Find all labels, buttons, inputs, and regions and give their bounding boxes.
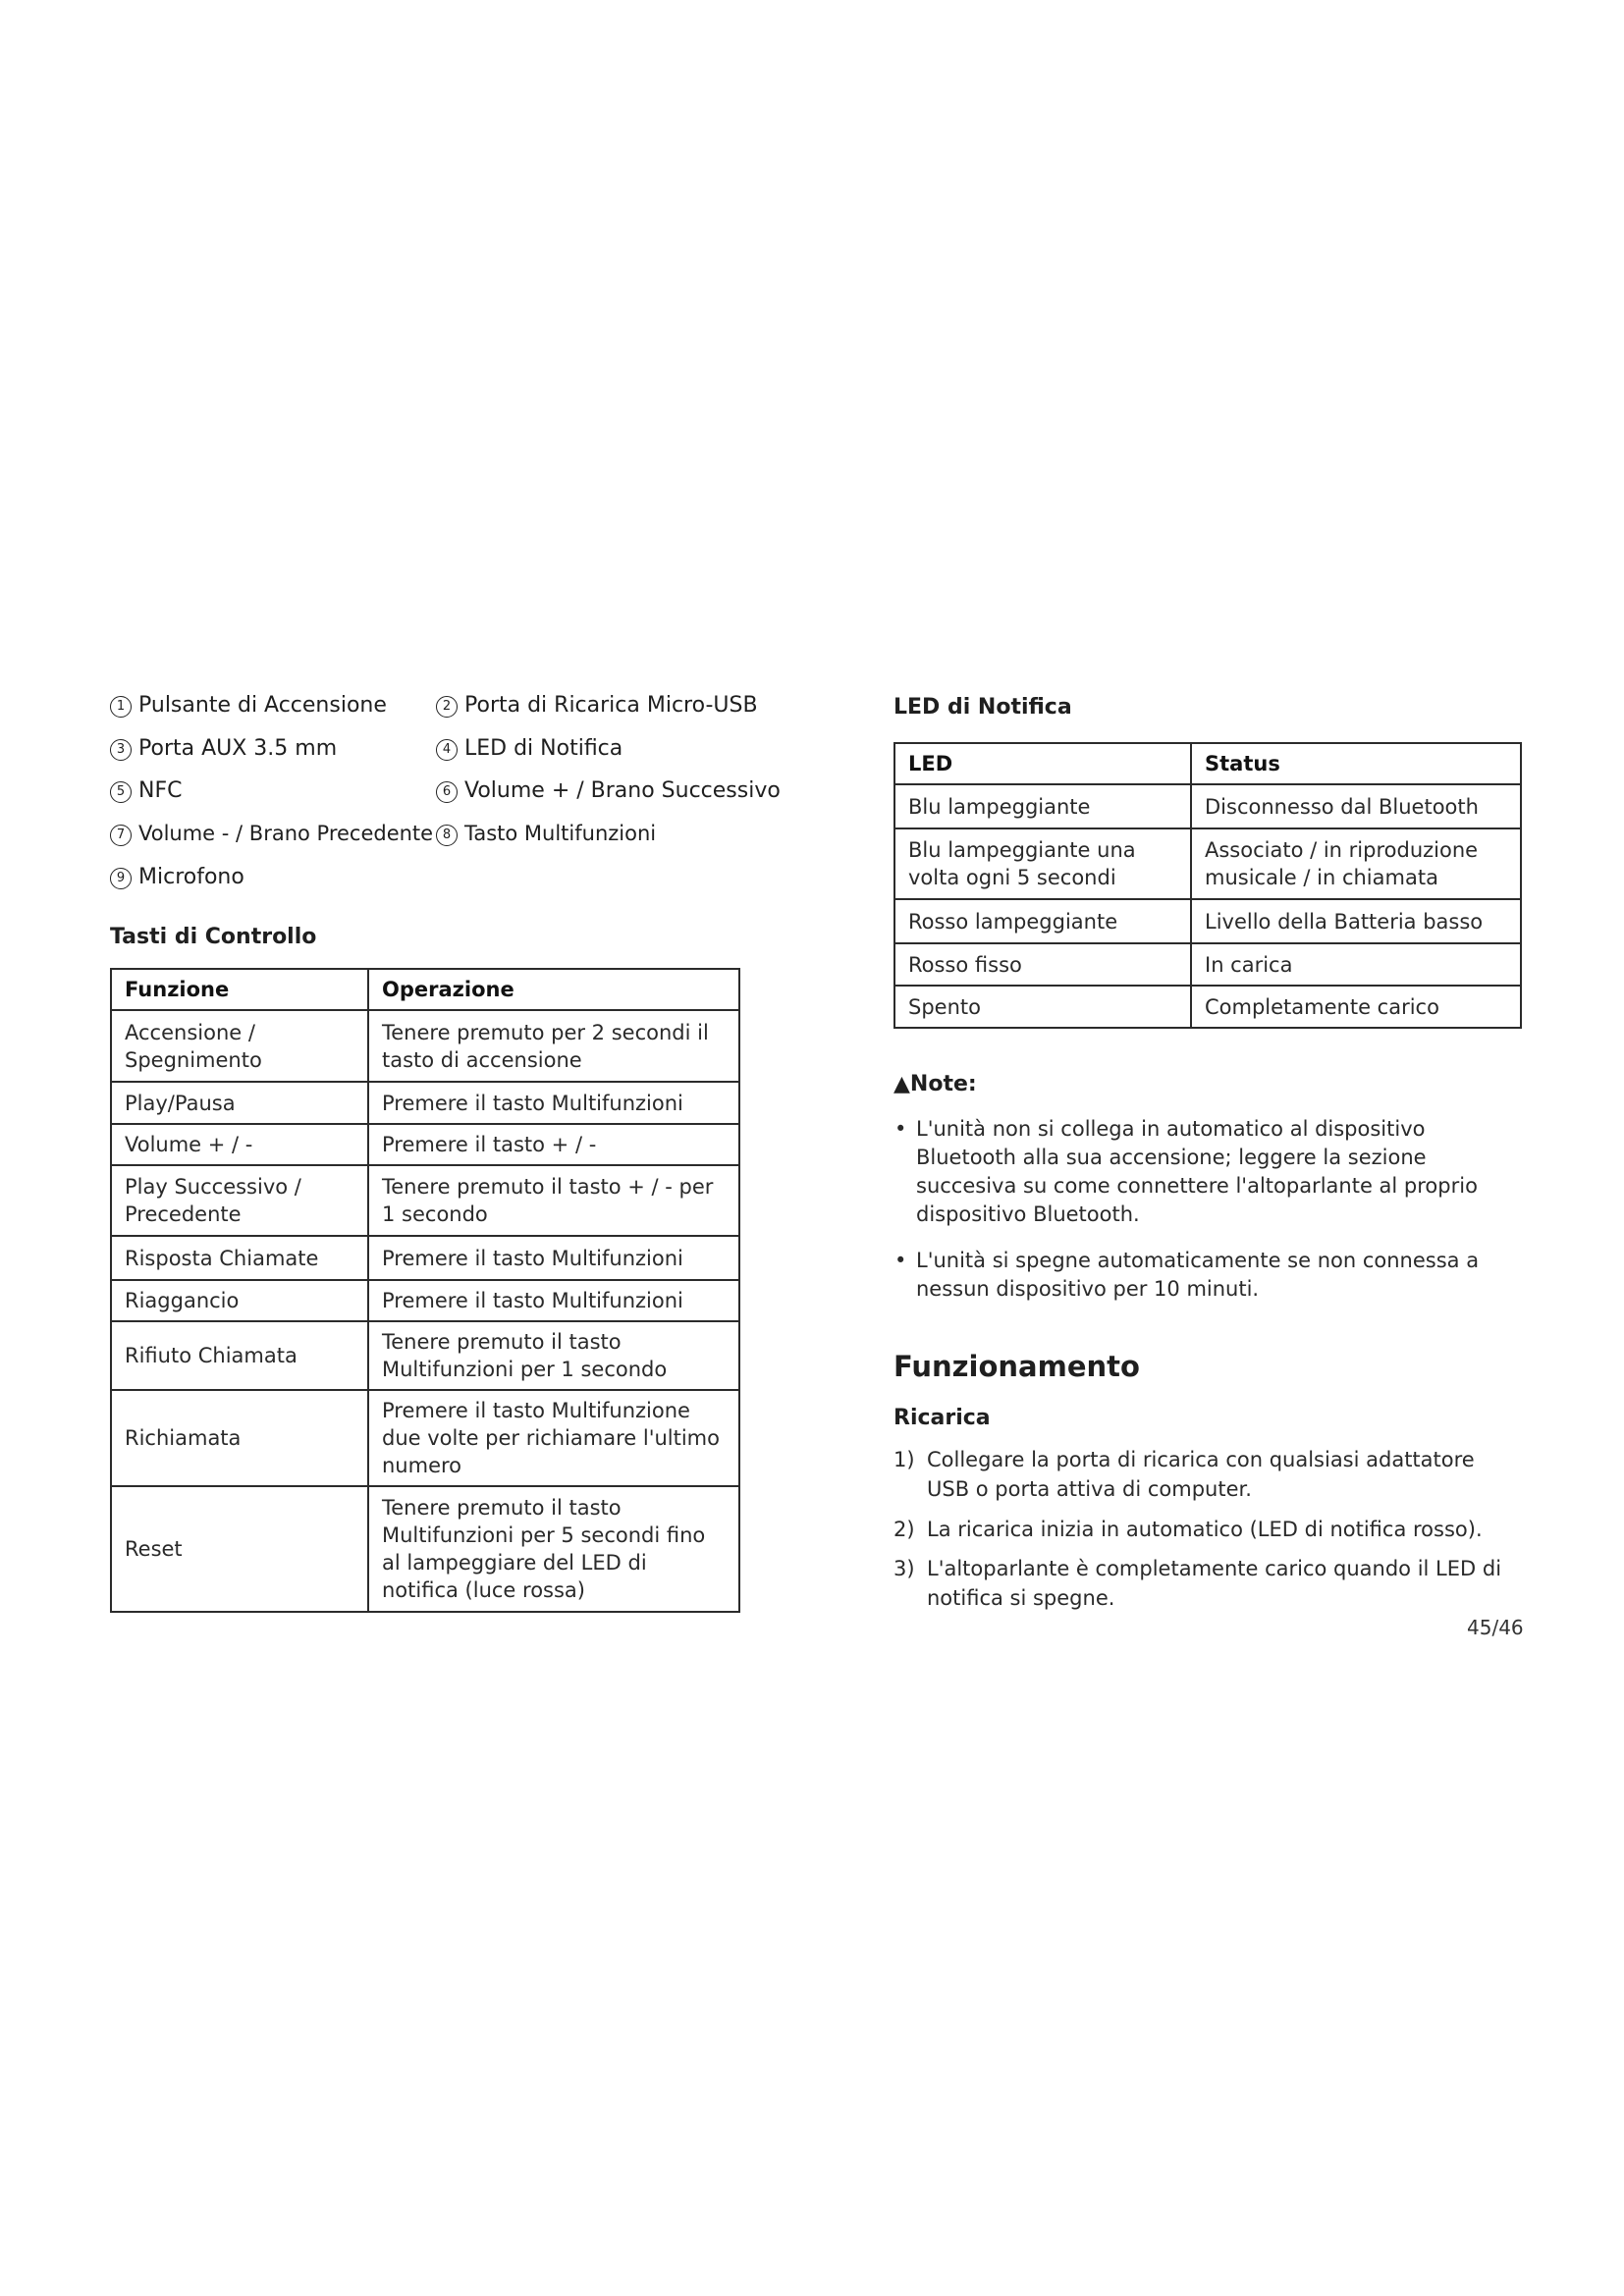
part-item — [110, 736, 337, 761]
table-cell: Completamente carico — [1191, 986, 1521, 1028]
table-cell: Play/Pausa — [111, 1082, 368, 1124]
header-cell-status: Status — [1191, 743, 1521, 784]
table-cell: In carica — [1191, 943, 1521, 986]
circled-number: 6 — [436, 781, 458, 803]
table-cell: Riaggancio — [111, 1280, 368, 1321]
table-cell: Premere il tasto Multifunzioni — [368, 1236, 739, 1280]
part-item — [436, 822, 656, 846]
table-cell: Tenere premuto il tasto Multifunzioni per 1 secondo — [368, 1321, 739, 1390]
table-row — [111, 1486, 739, 1612]
bullet-icon: • — [894, 1249, 907, 1272]
step-number: 2) — [893, 1518, 915, 1541]
table-cell: Spento — [894, 986, 1191, 1028]
circled-number: 5 — [110, 781, 132, 803]
part-label: Porta di Ricarica Micro-USB — [464, 693, 758, 718]
step-number: 1) — [893, 1448, 915, 1471]
part-label: Microfono — [138, 865, 244, 889]
part-item — [110, 693, 387, 718]
table-cell: Volume + / - — [111, 1124, 368, 1165]
circled-number: 3 — [110, 739, 132, 761]
table-cell: Risposta Chiamate — [111, 1236, 368, 1280]
table-cell: Rosso lampeggiante — [894, 899, 1191, 943]
table-cell: Richiamata — [111, 1390, 368, 1486]
table-row — [894, 899, 1521, 943]
part-label: Porta AUX 3.5 mm — [138, 736, 338, 761]
table-cell: Premere il tasto Multifunzioni — [368, 1082, 739, 1124]
header-cell-operazione: Operazione — [368, 969, 739, 1010]
note-item — [894, 1115, 1505, 1229]
table-cell: Premere il tasto Multifunzione due volte per richiamare l'ultimo numero — [368, 1390, 739, 1486]
part-item — [436, 778, 781, 803]
step-text: Collegare la porta di ricarica con qualsiasi adattatore USB o porta attiva di computer. — [927, 1448, 1475, 1501]
step-number: 3) — [893, 1557, 915, 1580]
table-cell: Play Successivo / Precedente — [111, 1165, 368, 1236]
table-row — [111, 1321, 739, 1390]
step-item — [893, 1515, 1516, 1544]
note-text: L'unità non si collega in automatico al dispositivo Bluetooth alla sua accensione; leggere la sezione succesiva su come connettere l'altoparlante al proprio dispositivo Bluetooth. — [916, 1117, 1478, 1226]
part-label: Volume - / Brano Precedente — [138, 822, 434, 845]
table-row — [111, 1124, 739, 1165]
part-label: Tasto Multifunzioni — [464, 822, 657, 845]
controls-heading: Tasti di Controllo — [110, 925, 317, 949]
led-heading: LED di Notifica — [893, 695, 1072, 720]
part-item — [110, 778, 182, 803]
step-item — [893, 1554, 1506, 1613]
table-cell: Reset — [111, 1486, 368, 1612]
note-heading: ▲Note: — [893, 1072, 977, 1096]
note-text: L'unità si spegne automaticamente se non connessa a nessun dispositivo per 10 minuti. — [916, 1249, 1480, 1301]
part-label: LED di Notifica — [464, 736, 623, 761]
part-item — [436, 693, 758, 718]
controls-table — [110, 968, 740, 1613]
table-row — [111, 1082, 739, 1124]
table-cell: Accensione / Spegnimento — [111, 1010, 368, 1082]
part-item — [110, 822, 433, 846]
table-row — [111, 1010, 739, 1082]
circled-number: 2 — [436, 696, 458, 718]
note-item — [894, 1247, 1505, 1304]
table-cell: Blu lampeggiante — [894, 784, 1191, 828]
table-cell: Associato / in riproduzione musicale / in chiamata — [1191, 828, 1521, 899]
table-header-row — [894, 743, 1521, 784]
part-item — [436, 736, 623, 761]
page-number: 45/46 — [1467, 1616, 1524, 1639]
table-row — [894, 943, 1521, 986]
table-row — [111, 1390, 739, 1486]
table-row — [894, 828, 1521, 899]
part-label: Volume + / Brano Successivo — [464, 778, 781, 803]
table-cell: Tenere premuto il tasto Multifunzioni per 5 secondi fino al lampeggiare del LED di notifica (luce rossa) — [368, 1486, 739, 1612]
step-text: L'altoparlante è completamente carico quando il LED di notifica si spegne. — [927, 1557, 1502, 1610]
table-row — [894, 784, 1521, 828]
table-row — [111, 1236, 739, 1280]
step-item — [893, 1445, 1506, 1504]
table-row — [111, 1165, 739, 1236]
part-label: NFC — [138, 778, 183, 803]
circled-number: 1 — [110, 696, 132, 718]
circled-number: 4 — [436, 739, 458, 761]
circled-number: 7 — [110, 825, 132, 846]
table-cell: Premere il tasto + / - — [368, 1124, 739, 1165]
table-row — [894, 986, 1521, 1028]
circled-number: 9 — [110, 868, 132, 889]
table-cell: Rifiuto Chiamata — [111, 1321, 368, 1390]
charging-heading: Ricarica — [893, 1406, 991, 1430]
part-label: Pulsante di Accensione — [138, 693, 387, 718]
operation-heading: Funzionamento — [893, 1350, 1140, 1383]
step-text: La ricarica inizia in automatico (LED di notifica rosso). — [927, 1518, 1483, 1541]
table-cell: Tenere premuto per 2 secondi il tasto di accensione — [368, 1010, 739, 1082]
table-cell: Disconnesso dal Bluetooth — [1191, 784, 1521, 828]
table-cell: Tenere premuto il tasto + / - per 1 secondo — [368, 1165, 739, 1236]
part-item — [110, 865, 244, 889]
led-table — [893, 742, 1522, 1029]
header-cell-funzione: Funzione — [111, 969, 368, 1010]
table-cell: Premere il tasto Multifunzioni — [368, 1280, 739, 1321]
bullet-icon: • — [894, 1117, 907, 1141]
table-cell: Livello della Batteria basso — [1191, 899, 1521, 943]
table-cell: Blu lampeggiante una volta ogni 5 secondi — [894, 828, 1191, 899]
header-cell-led: LED — [894, 743, 1191, 784]
table-cell: Rosso fisso — [894, 943, 1191, 986]
table-row — [111, 1280, 739, 1321]
table-header-row — [111, 969, 739, 1010]
circled-number: 8 — [436, 825, 458, 846]
